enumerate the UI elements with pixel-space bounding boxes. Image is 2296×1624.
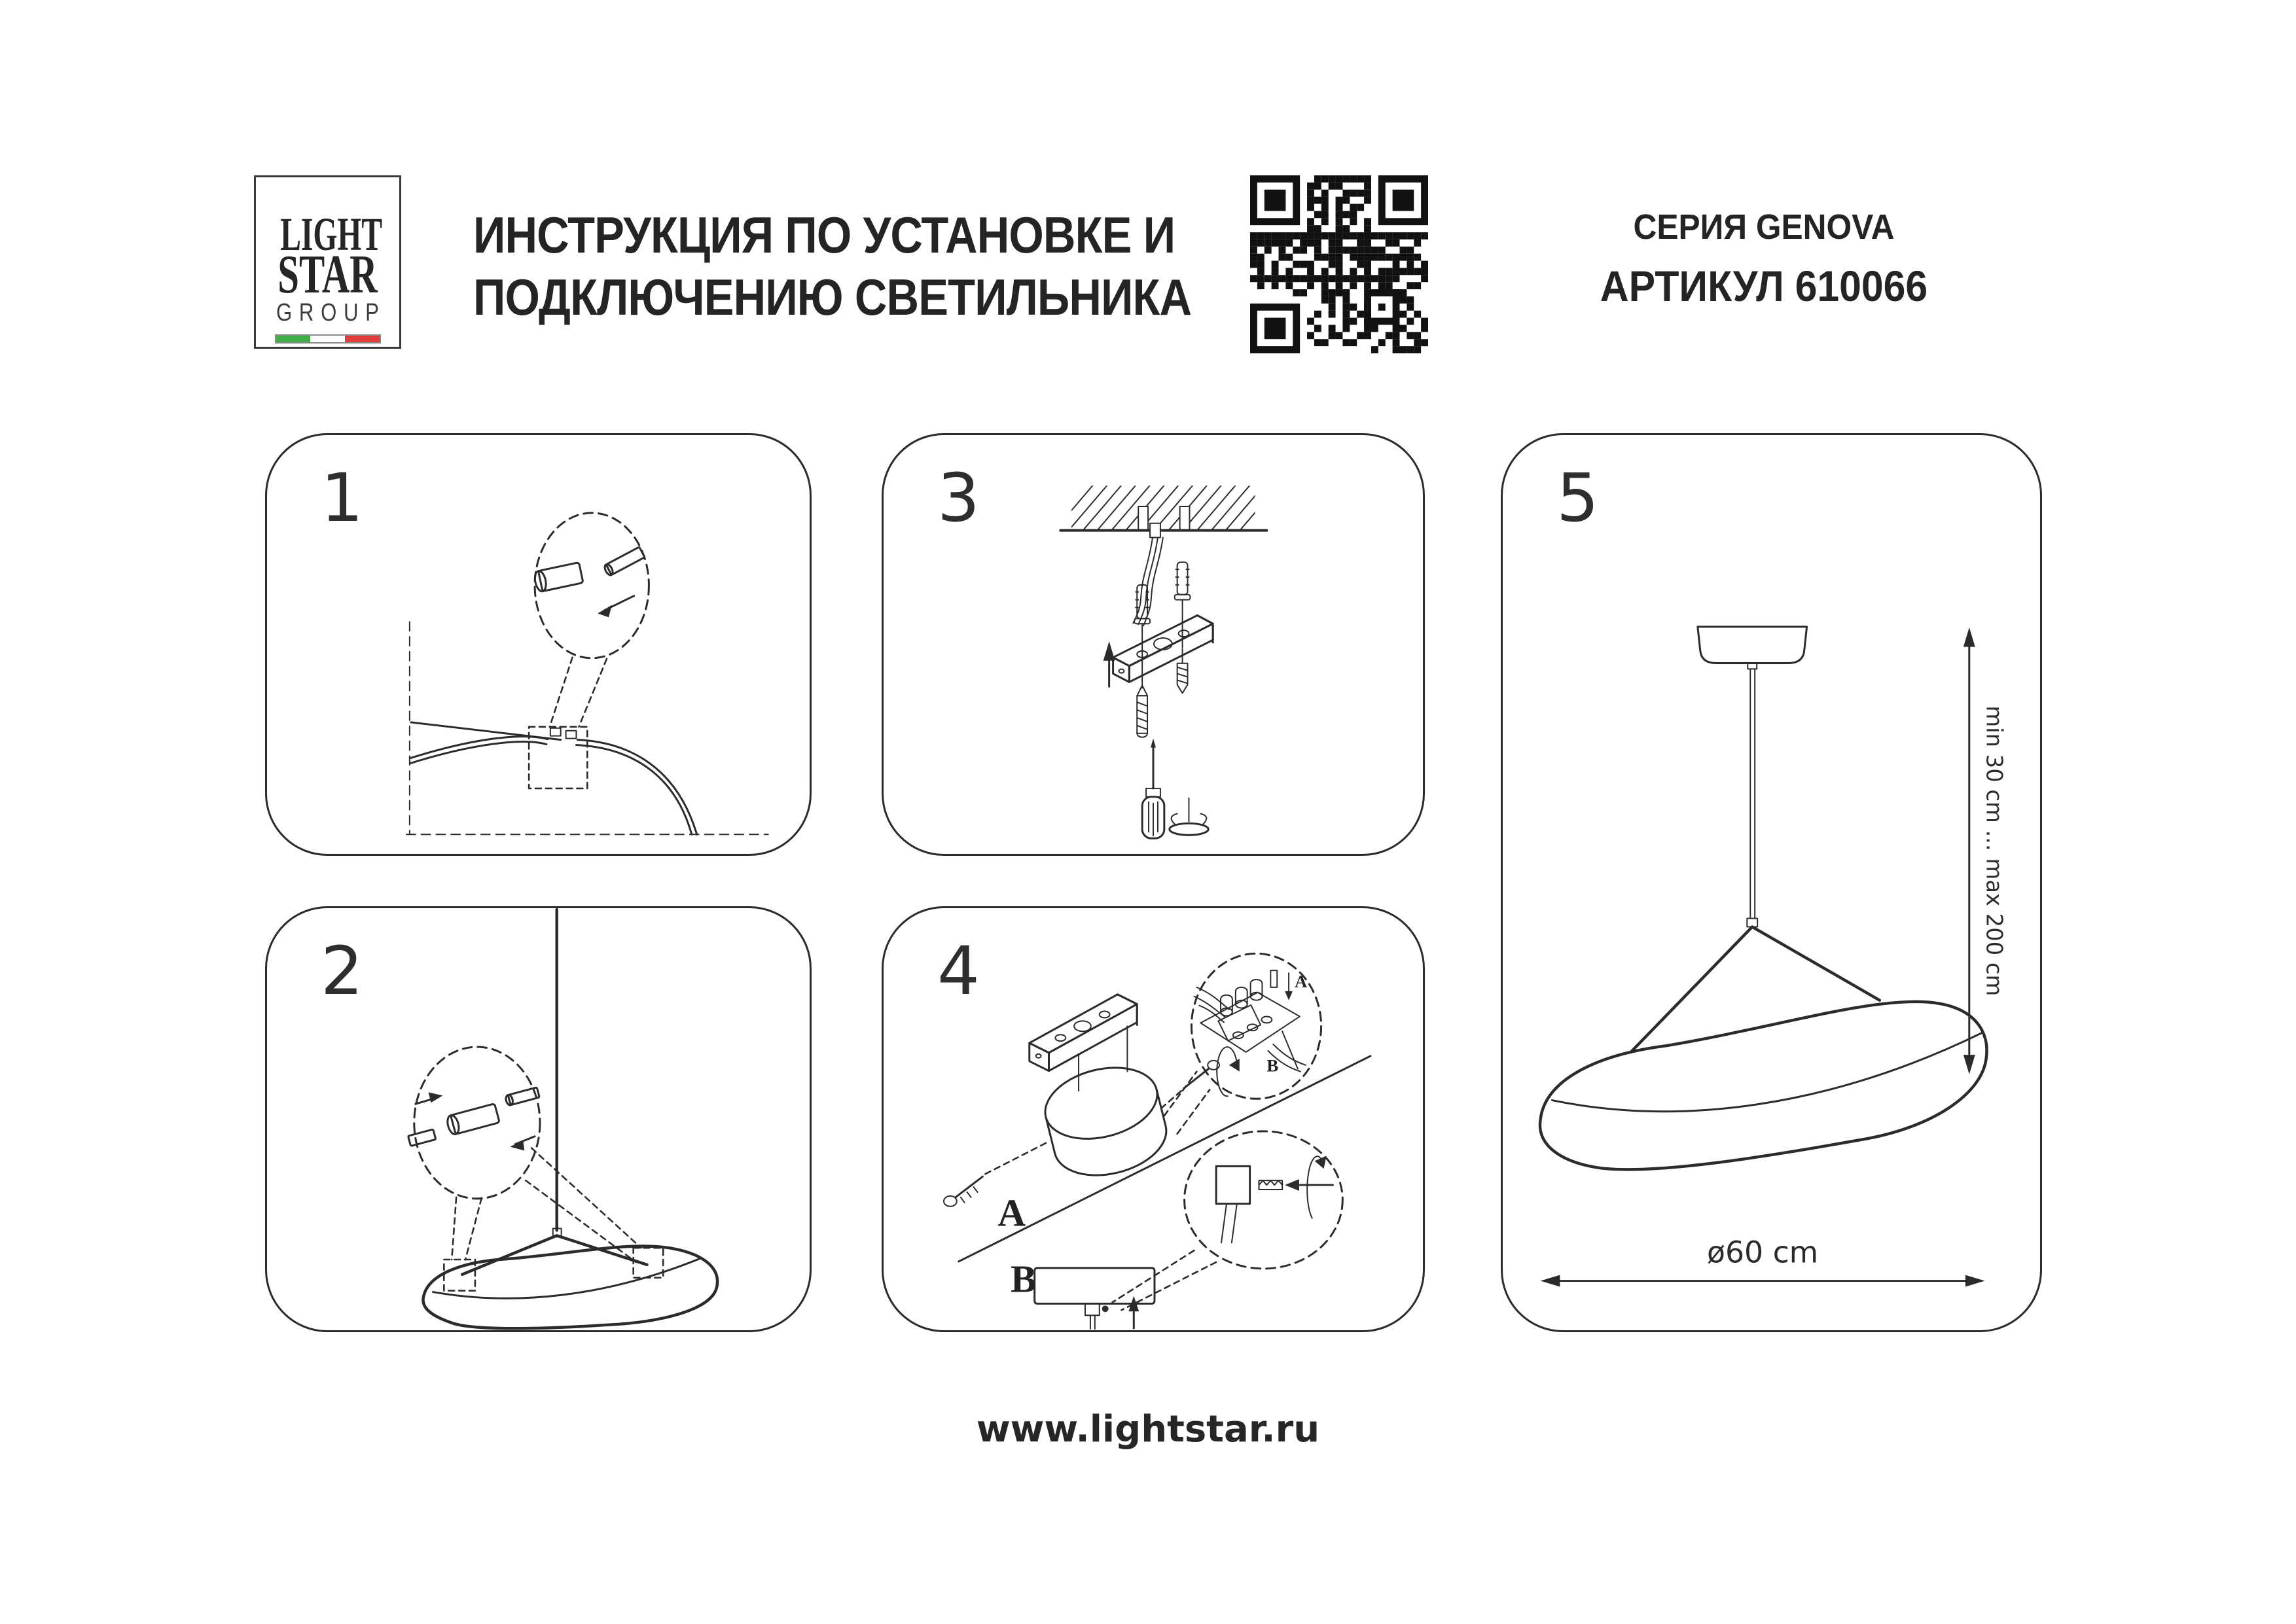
callout-funnel	[550, 658, 607, 727]
logo-word-group: GROUP	[276, 299, 386, 327]
step-3-drawing-ceiling-bracket	[884, 435, 1423, 854]
insert-arrow-head	[598, 605, 612, 618]
height-range-label: min 30 cm ... max 200 cm	[1981, 705, 2007, 997]
rod-end-right	[566, 731, 577, 739]
balloon-funnel-left	[452, 1197, 482, 1260]
screw-left	[1137, 685, 1147, 737]
balloon-label-a: A	[1294, 971, 1308, 991]
step-3-panel	[882, 433, 1425, 856]
wing-washer	[1170, 798, 1208, 835]
screw-top	[1162, 1047, 1240, 1108]
rod-tip	[603, 547, 645, 576]
rotate-arrow-a	[1217, 1047, 1237, 1096]
step-4-number: 4	[937, 932, 980, 1010]
step-4-panel	[882, 906, 1425, 1332]
height-dim-arrow-bottom	[1964, 1055, 1975, 1074]
rod-end-left	[408, 1129, 435, 1146]
step-1-panel	[265, 433, 812, 856]
shade-profile-left	[411, 737, 548, 758]
set-screw-dot	[1102, 1305, 1109, 1312]
drill-hole-left	[1138, 506, 1148, 530]
balloon-funnel-b	[1113, 1250, 1217, 1310]
step-5-panel	[1501, 433, 2042, 1332]
label-a: A	[997, 1191, 1026, 1235]
wall-plug-left	[1134, 585, 1150, 624]
lightstar-logo	[254, 175, 401, 349]
b-pointer-line	[1282, 1031, 1298, 1068]
shade-fold-line	[1552, 1033, 1982, 1111]
mounting-bracket	[1113, 615, 1213, 682]
step-3-number: 3	[937, 459, 980, 537]
rod-end-left	[550, 728, 561, 736]
website-url: www.lightstar.ru	[976, 1408, 1320, 1451]
diameter-label: ø60 cm	[1707, 1235, 1819, 1270]
slide-arrow-left-head	[429, 1092, 443, 1103]
italian-flag-bar	[275, 334, 381, 344]
diameter-arrow-left	[1541, 1275, 1560, 1287]
balloon-label-b: B	[1266, 1055, 1279, 1076]
qr-code-icon	[1250, 175, 1428, 353]
flag-green	[276, 336, 311, 342]
connector-sleeve	[533, 562, 583, 592]
step-1-number: 1	[321, 459, 363, 537]
shade-profile-right	[577, 740, 696, 835]
drill-hole-right	[1180, 506, 1190, 530]
slide-arrow-right-head	[510, 1140, 524, 1151]
step-4-drawing-canopy-wiring	[884, 908, 1423, 1330]
cable-outlet	[1150, 523, 1160, 538]
flag-red	[345, 336, 380, 342]
canopy-drum	[1037, 1057, 1174, 1186]
suspension-lines	[1079, 1026, 1127, 1091]
label-b: B	[1011, 1257, 1037, 1301]
detail-balloon	[535, 513, 649, 658]
document-title	[473, 204, 1191, 328]
height-dim-arrow-top	[1964, 627, 1975, 647]
logo-word-star: STAR	[278, 244, 378, 305]
article-label: АРТИКУЛ 610066	[1600, 262, 1928, 310]
mounting-bracket	[1030, 995, 1137, 1071]
title-line-2: ПОДКЛЮЧЕНИЮ СВЕТИЛЬНИКА	[473, 268, 1192, 326]
step-1-drawing-rod-connector	[267, 435, 810, 854]
shade-profile-right-inner	[576, 745, 691, 835]
product-info	[1577, 207, 1950, 309]
step-2-panel	[265, 906, 812, 1332]
ceiling-hatch	[1052, 479, 1283, 532]
hat-shade-outline	[423, 1246, 717, 1328]
step-2-drawing-assemble-shade	[267, 908, 810, 1330]
spreader-cords	[1631, 927, 1880, 1053]
terminal-block	[1194, 970, 1308, 1076]
connector-sleeve	[446, 1104, 499, 1136]
hat-shade-outline	[1540, 1002, 1987, 1170]
detail-balloon	[414, 1047, 540, 1199]
diameter-arrow-right	[1965, 1275, 1985, 1287]
screw-right	[1177, 649, 1188, 693]
canopy-side-view	[1035, 1268, 1155, 1329]
setscrew-detail	[1216, 1156, 1333, 1243]
screw-side	[944, 1143, 1047, 1207]
step-5-drawing-dimensions	[1503, 435, 2040, 1330]
series-label: СЕРИЯ GENOVA	[1633, 207, 1895, 247]
terminal-screw	[1270, 970, 1277, 987]
step-5-number: 5	[1556, 459, 1599, 537]
wall-plug-right	[1175, 562, 1191, 599]
setscrew-balloon	[1185, 1131, 1343, 1269]
balloon-funnel-a	[1164, 1072, 1210, 1134]
screwdriver	[1142, 739, 1164, 839]
step-2-number: 2	[321, 932, 363, 1010]
title-line-1: ИНСТРУКЦИЯ ПО УСТАНОВКЕ И	[473, 206, 1175, 264]
ceiling-canopy	[1698, 627, 1807, 663]
suspension-rod	[1750, 669, 1755, 918]
logo-word-light: LIGHT	[280, 208, 383, 260]
flag-white	[310, 336, 345, 342]
